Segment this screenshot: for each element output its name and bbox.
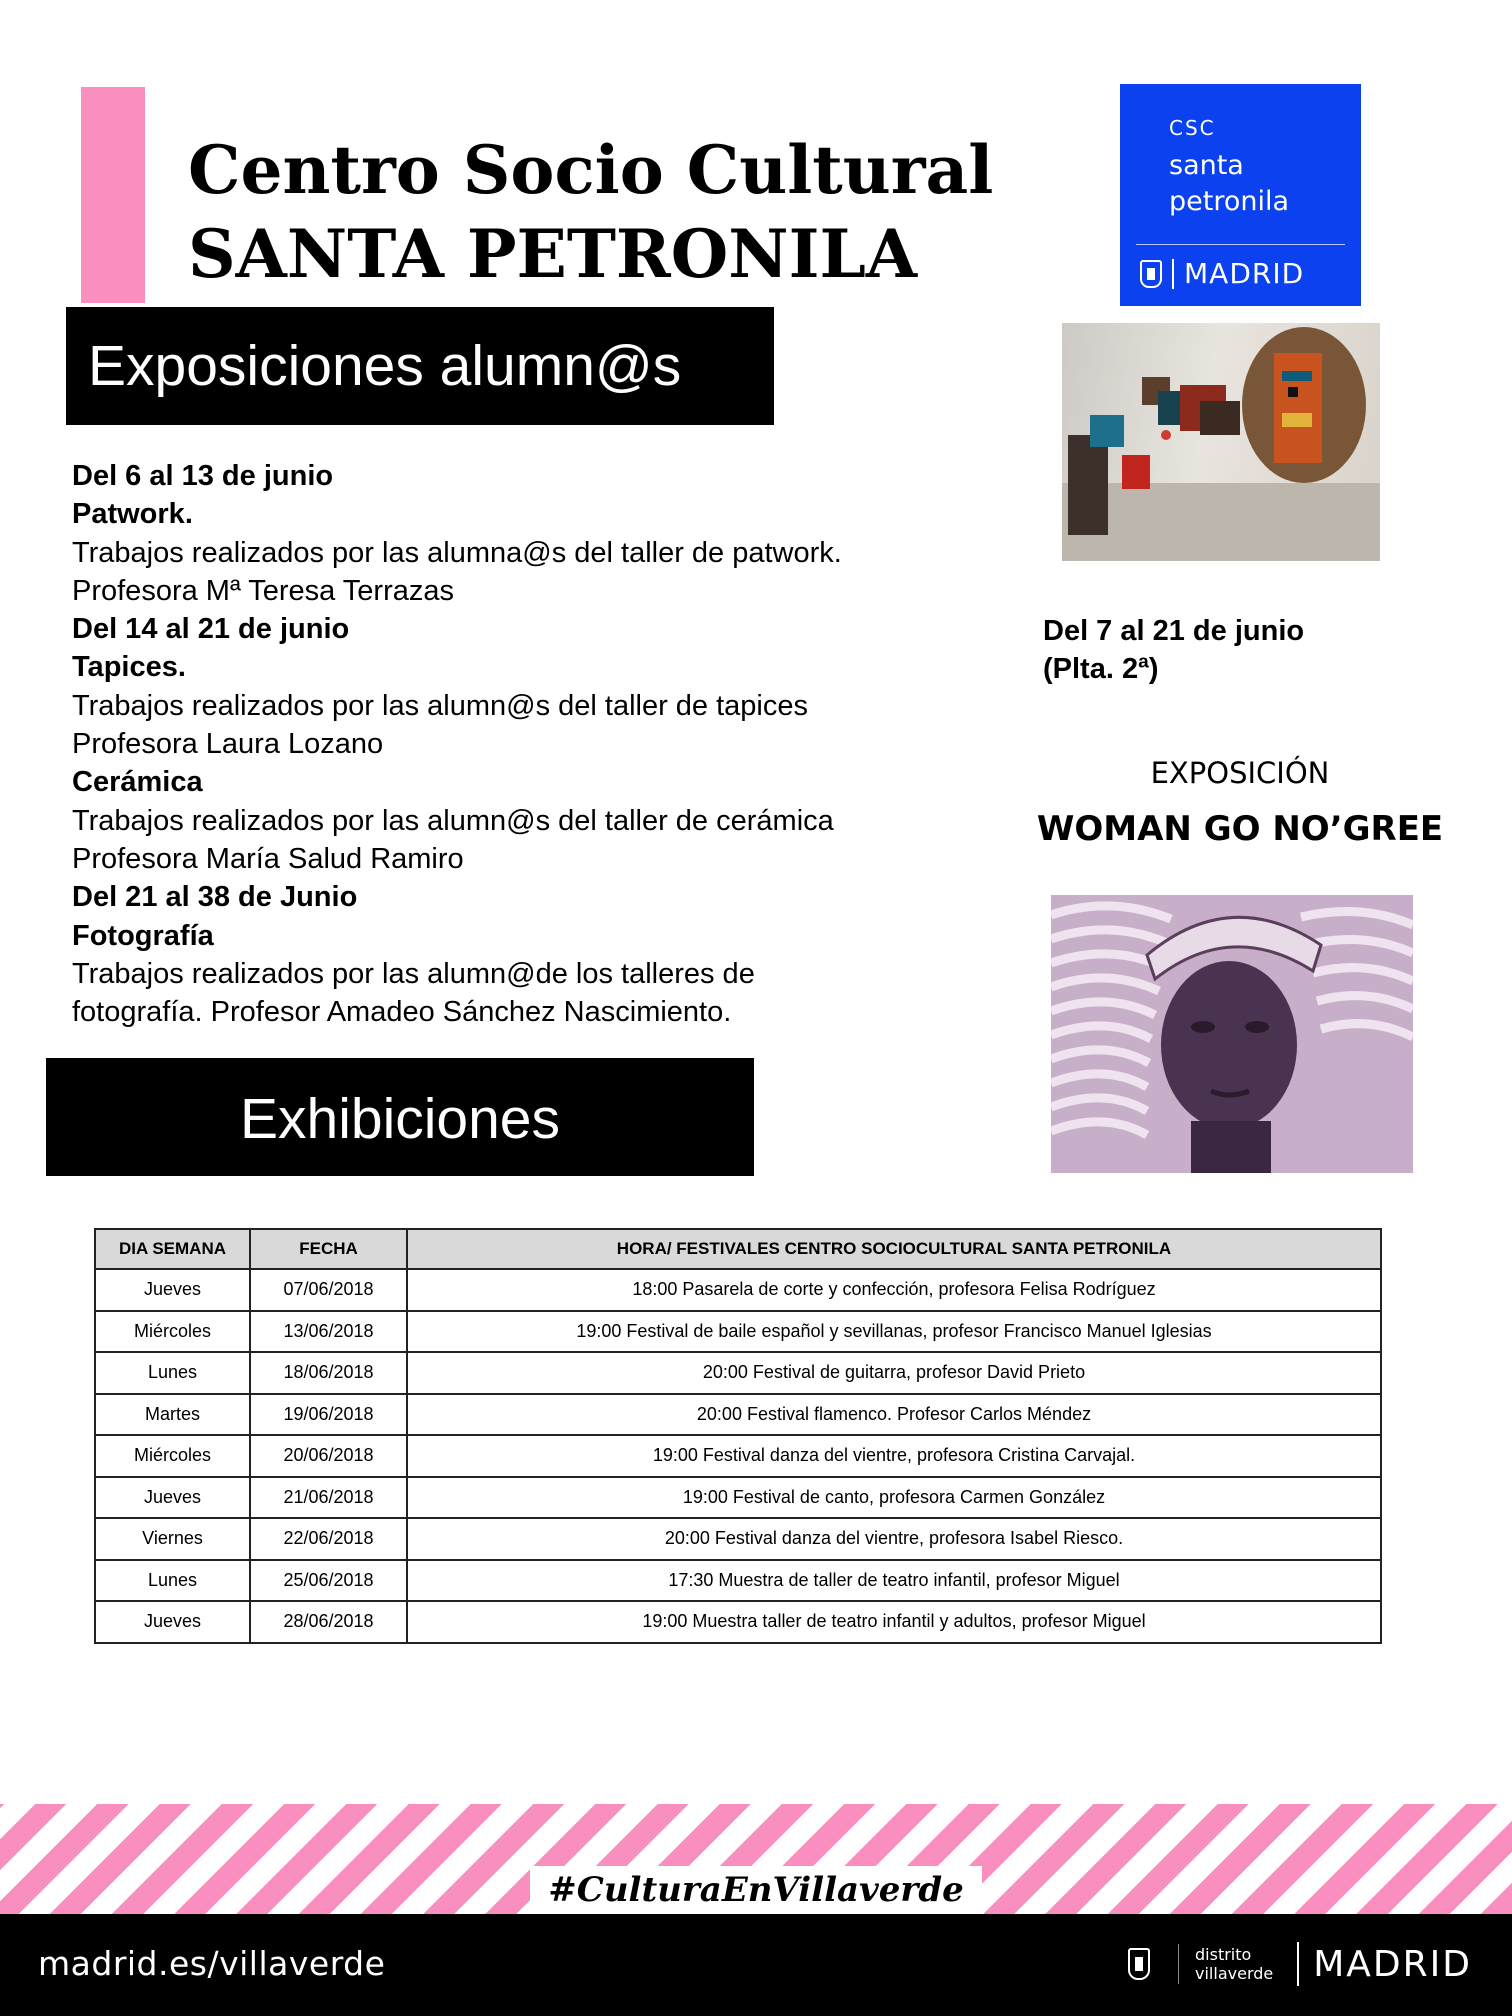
- table-row: [95, 1601, 1381, 1643]
- footer-logo: [1128, 1942, 1472, 1986]
- column-header-hora: HORA/ FESTIVALES CENTRO SOCIOCULTURAL SANTA PETRONILA: [407, 1229, 1381, 1269]
- cell-dia: Martes: [95, 1394, 250, 1436]
- side-date-line-1: Del 7 al 21 de junio: [1043, 615, 1305, 647]
- expo-teacher: Profesora Laura Lozano: [72, 728, 384, 761]
- title-line-1: Centro Socio Cultural: [188, 131, 994, 209]
- footer-distrito: [1195, 1945, 1273, 1983]
- cell-evento: 20:00 Festival flamenco. Profesor Carlos Méndez: [407, 1394, 1381, 1436]
- cell-dia: Miércoles: [95, 1435, 250, 1477]
- cell-fecha: 28/06/2018: [250, 1601, 407, 1643]
- expo-desc: fotografía. Profesor Amadeo Sánchez Nascimiento.: [72, 996, 732, 1029]
- cell-dia: Lunes: [95, 1560, 250, 1602]
- footer-url[interactable]: madrid.es/villaverde: [38, 1944, 386, 1983]
- cell-fecha: 21/06/2018: [250, 1477, 407, 1519]
- cell-fecha: 25/06/2018: [250, 1560, 407, 1602]
- table-row: [95, 1311, 1381, 1353]
- portrait-illustration: [1051, 895, 1413, 1173]
- cell-fecha: 18/06/2018: [250, 1352, 407, 1394]
- cell-dia: Viernes: [95, 1518, 250, 1560]
- column-header-dia: DIA SEMANA: [95, 1229, 250, 1269]
- cell-fecha: 13/06/2018: [250, 1311, 407, 1353]
- table-row: [95, 1518, 1381, 1560]
- csc-santa-petronila-logo: [1120, 84, 1361, 306]
- patchwork-exhibit-photo: [1062, 323, 1380, 561]
- table-row: [95, 1394, 1381, 1436]
- expo-teacher: Profesora María Salud Ramiro: [72, 842, 464, 875]
- exposiciones-heading: Exposiciones alumn@s: [66, 307, 774, 425]
- table-row: [95, 1435, 1381, 1477]
- expo-title: Patwork.: [72, 498, 193, 531]
- side-date-line-2: (Plta. 2ª): [1043, 653, 1159, 685]
- cell-evento: 19:00 Festival danza del vientre, profesora Cristina Carvajal.: [407, 1435, 1381, 1477]
- expo-date: Del 21 al 38 de Junio: [72, 881, 358, 914]
- footer-madrid: MADRID: [1313, 1943, 1472, 1985]
- expo-title: Tapices.: [72, 651, 186, 684]
- exhibiciones-heading: Exhibiciones: [46, 1058, 754, 1176]
- distrito-line-2: villaverde: [1195, 1964, 1274, 1983]
- logo-name: [1169, 148, 1289, 220]
- woman-go-nogree-title: WOMAN GO NO’GREE: [1036, 809, 1444, 849]
- cell-evento: 18:00 Pasarela de corte y confección, profesora Felisa Rodríguez: [407, 1269, 1381, 1311]
- cell-evento: 19:00 Muestra taller de teatro infantil y adultos, profesor Miguel: [407, 1601, 1381, 1643]
- madrid-crest-icon: [1128, 1948, 1150, 1980]
- cell-dia: Lunes: [95, 1352, 250, 1394]
- cell-evento: 19:00 Festival de canto, profesora Carmen González: [407, 1477, 1381, 1519]
- cell-dia: Miércoles: [95, 1311, 250, 1353]
- cell-evento: 17:30 Muestra de taller de teatro infantil, profesor Miguel: [407, 1560, 1381, 1602]
- logo-name-line-2: petronila: [1169, 186, 1290, 217]
- table-row: [95, 1269, 1381, 1311]
- distrito-line-1: distrito: [1195, 1945, 1252, 1964]
- hashtag-cultura-en-villaverde: #CulturaEnVillaverde: [548, 1870, 964, 1910]
- expo-date: Del 6 al 13 de junio: [72, 460, 334, 492]
- expo-desc: Trabajos realizados por las alumn@s del taller de tapices: [72, 689, 809, 722]
- logo-separator: [1172, 259, 1174, 289]
- expo-date: Del 14 al 21 de junio: [72, 613, 350, 646]
- pink-accent-bar: [81, 87, 145, 303]
- cell-dia: Jueves: [95, 1477, 250, 1519]
- expo-desc: Trabajos realizados por las alumna@s del taller de patwork.: [72, 536, 842, 569]
- exposicion-label: EXPOSICIÓN: [1150, 756, 1330, 790]
- expo-title: Cerámica: [72, 766, 203, 799]
- cell-evento: 20:00 Festival danza del vientre, profesora Isabel Riesco.: [407, 1518, 1381, 1560]
- column-header-fecha: FECHA: [250, 1229, 407, 1269]
- footer-bar: [0, 1914, 1512, 2016]
- side-expo-date: [1043, 612, 1304, 688]
- footer-madrid-separator: [1297, 1942, 1299, 1986]
- cell-fecha: 07/06/2018: [250, 1269, 407, 1311]
- cell-evento: 20:00 Festival de guitarra, profesor David Prieto: [407, 1352, 1381, 1394]
- cell-fecha: 19/06/2018: [250, 1394, 407, 1436]
- logo-csc: CSC: [1169, 116, 1216, 140]
- logo-divider: [1136, 244, 1345, 245]
- table-row: [95, 1560, 1381, 1602]
- exposiciones-list: [72, 457, 952, 1031]
- table-header-row: [95, 1229, 1381, 1269]
- title-line-2: SANTA PETRONILA: [188, 215, 918, 293]
- expo-desc: Trabajos realizados por las alumn@s del taller de cerámica: [72, 804, 834, 837]
- page-title: [188, 128, 993, 296]
- footer-separator: [1178, 1944, 1179, 1984]
- expo-teacher: Profesora Mª Teresa Terrazas: [72, 574, 454, 607]
- cell-fecha: 22/06/2018: [250, 1518, 407, 1560]
- cell-fecha: 20/06/2018: [250, 1435, 407, 1477]
- patchwork-photo-illustration: [1062, 323, 1380, 561]
- cell-dia: Jueves: [95, 1601, 250, 1643]
- madrid-crest-icon: [1140, 260, 1162, 288]
- logo-footer: [1140, 257, 1304, 290]
- cell-dia: Jueves: [95, 1269, 250, 1311]
- expo-title: Fotografía: [72, 919, 214, 952]
- table-row: [95, 1352, 1381, 1394]
- woman-portrait-photo: [1051, 895, 1413, 1173]
- expo-desc: Trabajos realizados por las alumn@de los talleres de: [72, 957, 755, 990]
- cell-evento: 19:00 Festival de baile español y sevillanas, profesor Francisco Manuel Iglesias: [407, 1311, 1381, 1353]
- exhibiciones-table: [94, 1228, 1382, 1644]
- logo-city: MADRID: [1184, 257, 1305, 290]
- table-row: [95, 1477, 1381, 1519]
- logo-name-line-1: santa: [1169, 150, 1244, 181]
